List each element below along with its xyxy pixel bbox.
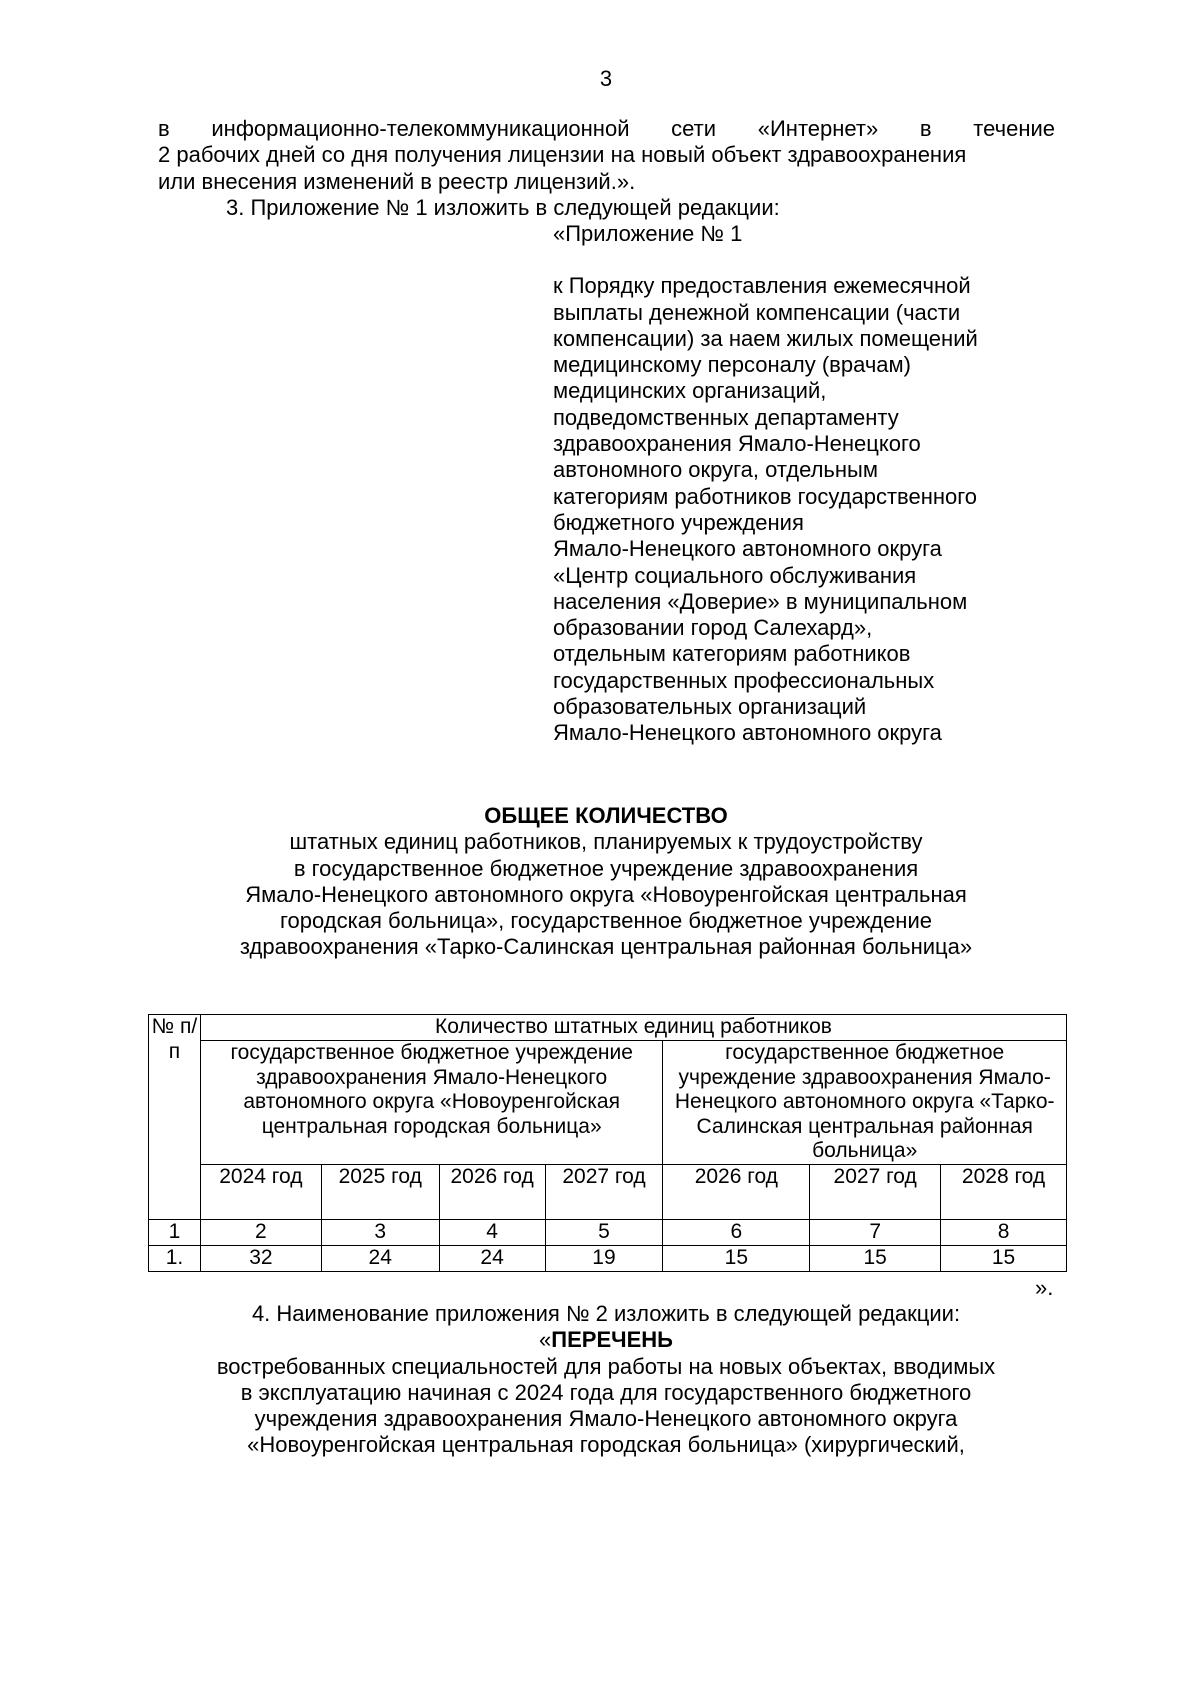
table-cell: 24 xyxy=(439,1245,545,1271)
table-cell: 32 xyxy=(200,1245,321,1271)
document-title-block xyxy=(150,803,1062,961)
table-cell: 15 xyxy=(810,1245,941,1271)
item-4: 4. Наименование приложения № 2 изложить в следующей редакции: xyxy=(251,1301,961,1326)
text-line: 2 рабочих дней со дня получения лицензии на новый объект здравоохранения xyxy=(158,142,967,168)
text-line: Ямало-Ненецкого автономного округа xyxy=(553,720,942,746)
text-line: к Порядку предоставления ежемесячной xyxy=(553,273,971,299)
text-line: населения «Доверие» в муниципальном xyxy=(553,588,968,614)
text-line: отдельным категориям работников xyxy=(553,641,911,667)
text-line: штатных единиц работников, планируемых к трудоустройству xyxy=(289,829,923,855)
text-line: здравоохранения Ямало-Ненецкого xyxy=(553,431,921,457)
text-line: или внесения изменений в реестр лицензий.». xyxy=(158,168,636,194)
column-number: 1 xyxy=(149,1219,201,1245)
text-line: компенсации) за наем жилых помещений xyxy=(553,325,978,351)
list-title: ПЕРЕЧЕНЬ xyxy=(551,1327,673,1353)
column-number: 8 xyxy=(941,1219,1067,1245)
text-line: государственных профессиональных xyxy=(553,667,935,693)
item-3: 3. Приложение № 1 изложить в следующей редакции: xyxy=(226,194,780,220)
text-line: учреждения здравоохранения Ямало-Ненецкого автономного округа xyxy=(254,1406,958,1432)
table-cell: 15 xyxy=(663,1245,810,1271)
text-line: образовательных организаций xyxy=(553,694,867,720)
table-row xyxy=(149,1245,1067,1271)
column-number: 6 xyxy=(663,1219,810,1245)
year-header: 2027 год xyxy=(810,1164,941,1219)
text-line: бюджетного учреждения xyxy=(553,509,804,535)
header-org2: государственное бюджетное учреждение здравоохранения Ямало-Ненецкого автономного округа «Тарко-Салинская центральная районная больница» xyxy=(663,1041,1067,1165)
appendix-text xyxy=(553,273,1033,746)
year-header: 2028 год xyxy=(941,1164,1067,1219)
text-line: подведомственных департаменту xyxy=(553,404,899,430)
appendix-heading: «Приложение № 1 xyxy=(553,221,743,246)
header-group: Количество штатных единиц работников xyxy=(200,1015,1066,1041)
text-line: городская больница», государственное бюджетное учреждение xyxy=(280,908,932,934)
table-cell: 24 xyxy=(321,1245,439,1271)
text-line: в эксплуатацию начиная с 2024 года для государственного бюджетного xyxy=(240,1379,972,1405)
column-number: 7 xyxy=(810,1219,941,1245)
staff-table xyxy=(148,1014,1067,1272)
text-line: образовании город Салехард», xyxy=(553,615,873,641)
year-header: 2024 год xyxy=(200,1164,321,1219)
closing-quote: ». xyxy=(1035,1275,1054,1300)
year-header: 2026 год xyxy=(663,1164,810,1219)
quote-mark: « xyxy=(539,1327,552,1353)
header-org1: государственное бюджетное учреждение здравоохранения Ямало-Ненецкого автономного округа «Новоуренгойская центральная городская больница» xyxy=(200,1041,662,1165)
table-cell: 15 xyxy=(941,1245,1067,1271)
document-subtitle xyxy=(150,829,1062,960)
text-line: медицинскому персоналу (врачам) xyxy=(553,352,911,378)
text-line: востребованных специальностей для работы на новых объектах, вводимых xyxy=(216,1353,996,1379)
text-line: категориям работников государственного xyxy=(553,483,978,509)
table-cell: 19 xyxy=(545,1245,663,1271)
text-line: в информационно-телекоммуникационной сети «Интернет» в течение xyxy=(158,116,1055,141)
column-number: 2 xyxy=(200,1219,321,1245)
year-header: 2025 год xyxy=(321,1164,439,1219)
page-number: 3 xyxy=(599,66,613,91)
text-line: в государственное бюджетное учреждение здравоохранения xyxy=(293,855,919,881)
list-subtitle xyxy=(150,1354,1062,1459)
text-line: «Центр социального обслуживания xyxy=(553,562,917,588)
intro-paragraph xyxy=(158,116,1055,221)
header-number: № п/п xyxy=(149,1015,201,1220)
document-title: ОБЩЕЕ КОЛИЧЕСТВО xyxy=(484,803,728,828)
text-line: здравоохранения «Тарко-Салинская центральная районная больница» xyxy=(239,934,973,960)
column-number: 4 xyxy=(439,1219,545,1245)
year-header: 2026 год xyxy=(439,1164,545,1219)
year-header: 2027 год xyxy=(545,1164,663,1219)
text-line: Ямало-Ненецкого автономного округа «Новоуренгойская центральная xyxy=(245,881,967,907)
text-line: автономного округа, отдельным xyxy=(553,457,878,483)
text-line: медицинских организаций, xyxy=(553,378,827,404)
column-number: 3 xyxy=(321,1219,439,1245)
text-line: Ямало-Ненецкого автономного округа xyxy=(553,536,942,562)
table-cell: 1. xyxy=(149,1245,201,1271)
column-number: 5 xyxy=(545,1219,663,1245)
text-line: выплаты денежной компенсации (части xyxy=(553,299,961,325)
item-4-block xyxy=(150,1301,1062,1459)
appendix-block xyxy=(553,221,1033,747)
text-line: «Новоуренгойская центральная городская больница» (хирургический, xyxy=(247,1432,965,1458)
